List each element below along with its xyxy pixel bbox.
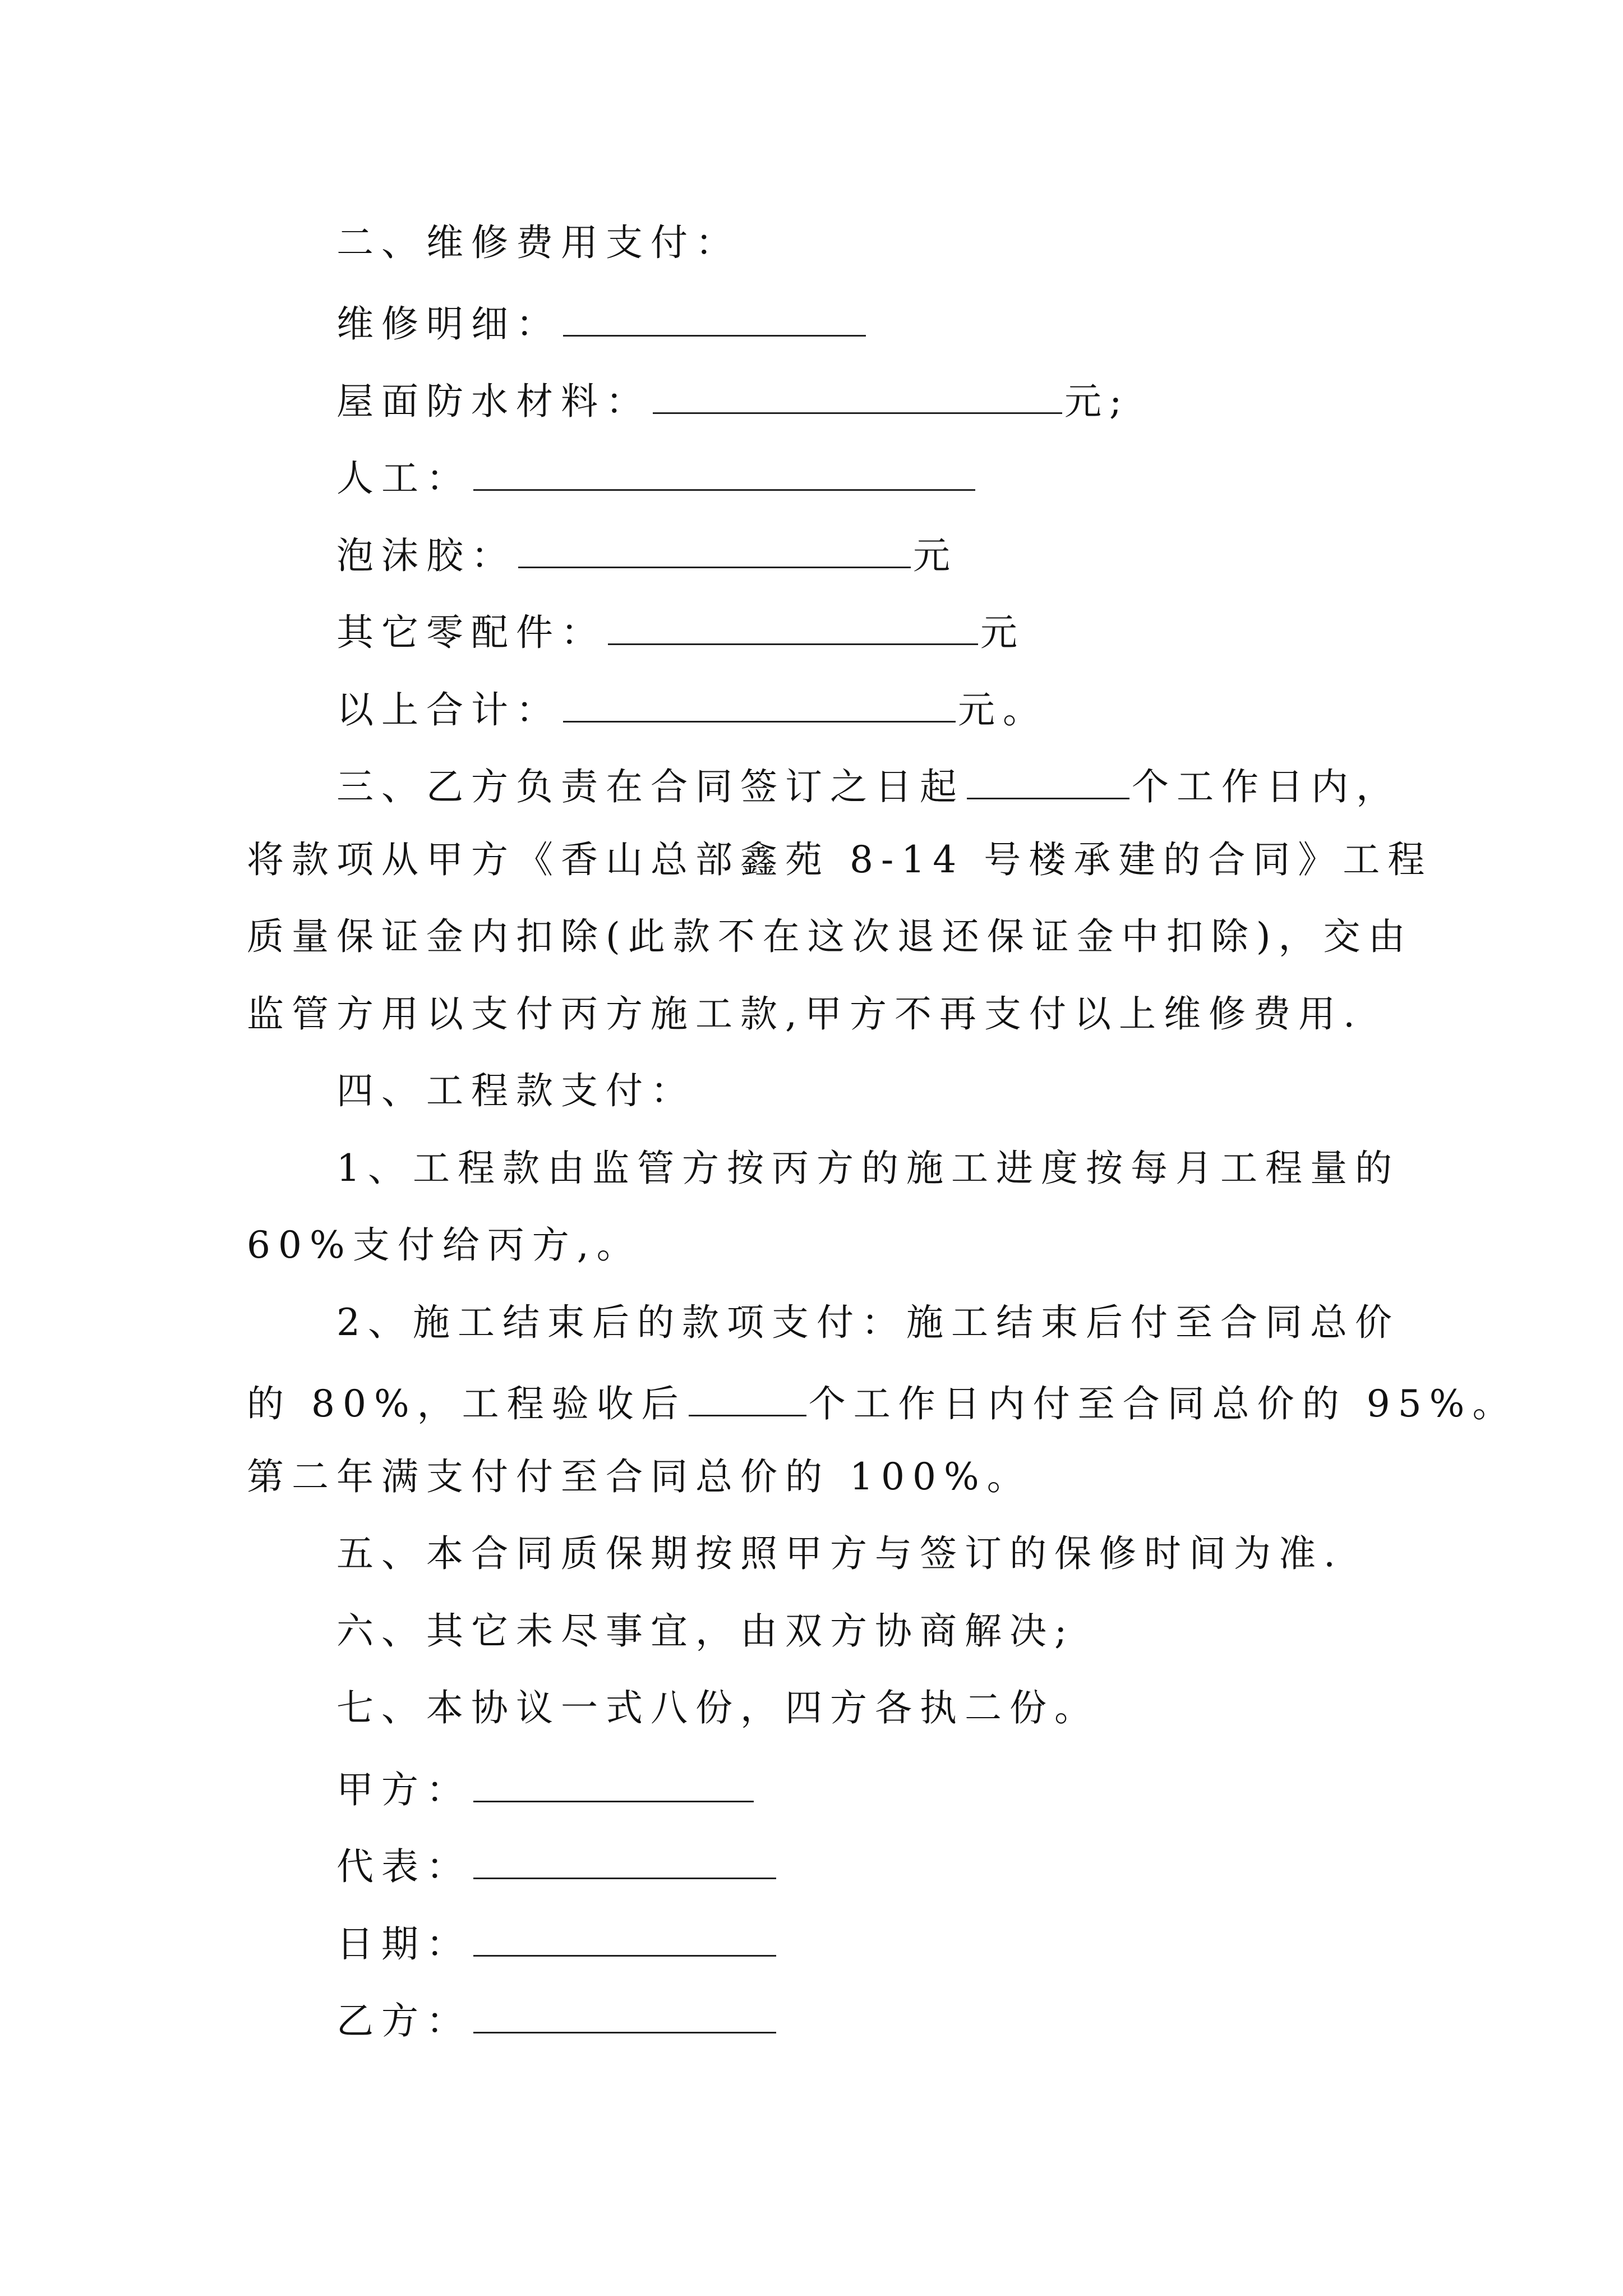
payment-item2-text-b: 个工作日内付至合同总价的 95%。 xyxy=(808,1382,1518,1425)
roof-material-line xyxy=(336,379,1130,423)
roof-material-label: 屋面防水材料： xyxy=(336,380,651,423)
repair-detail-line xyxy=(336,301,868,346)
foam-line xyxy=(336,533,958,577)
payment-item2-line1: 2、施工结束后的款项支付：施工结束后付至合同总价 xyxy=(336,1301,1400,1344)
section5-text: 五、本合同质保期按照甲方与签订的保修时间为准. xyxy=(336,1532,1343,1575)
representative-label: 代表： xyxy=(336,1845,471,1888)
repair-detail-blank[interactable] xyxy=(563,301,866,337)
party-a-line xyxy=(336,1767,756,1809)
parts-unit: 元 xyxy=(980,611,1025,654)
party-b-blank[interactable] xyxy=(473,1998,776,2033)
total-label: 以上合计： xyxy=(336,688,561,731)
section3-text-a: 三、乙方负责在合同签订之日起 xyxy=(336,765,965,808)
payment-item1-line2: 60%支付给丙方,。 xyxy=(247,1223,642,1267)
section2-heading: 二、维修费用支付： xyxy=(336,221,740,264)
labor-blank[interactable] xyxy=(473,455,975,491)
date-blank[interactable] xyxy=(473,1921,776,1957)
total-blank[interactable] xyxy=(563,687,956,723)
roof-material-unit: 元; xyxy=(1064,380,1130,423)
section3-line1 xyxy=(336,764,1401,806)
section3-line4: 监管方用以支付丙方施工款,甲方不再支付以上维修费用. xyxy=(247,992,1363,1036)
workdays-blank[interactable] xyxy=(967,764,1129,799)
section3-line3: 质量保证金内扣除(此款不在这次退还保证金中扣除)，交由 xyxy=(247,915,1413,958)
date-label: 日期： xyxy=(336,1922,471,1966)
labor-label: 人工： xyxy=(336,457,471,500)
representative-line xyxy=(336,1844,778,1888)
parts-label: 其它零配件： xyxy=(336,611,606,654)
section3-text-b: 个工作日内， xyxy=(1132,765,1401,808)
section4-heading: 四、工程款支付： xyxy=(336,1069,695,1112)
payment-item2-text-a: 的 80%，工程验收后 xyxy=(247,1382,686,1425)
party-b-label: 乙方： xyxy=(336,1999,471,2042)
parts-line xyxy=(336,610,1025,654)
party-b-line xyxy=(336,1998,778,2040)
foam-label: 泡沫胶： xyxy=(336,534,516,577)
labor-line xyxy=(336,455,978,500)
date-line xyxy=(336,1921,778,1966)
payment-item2-line2 xyxy=(247,1381,1517,1423)
total-line xyxy=(336,687,1048,729)
payment-item2-line3: 第二年满支付付至合同总价的 100%。 xyxy=(247,1455,1032,1498)
party-a-blank[interactable] xyxy=(473,1767,754,1802)
representative-blank[interactable] xyxy=(473,1844,776,1879)
foam-blank[interactable] xyxy=(518,533,911,568)
foam-unit: 元 xyxy=(913,534,958,577)
total-unit: 元。 xyxy=(958,688,1048,731)
section3-line2: 将款项从甲方《香山总部鑫苑 8-14 号楼承建的合同》工程 xyxy=(247,838,1433,881)
acceptance-days-blank[interactable] xyxy=(689,1381,806,1416)
roof-material-blank[interactable] xyxy=(653,379,1062,414)
section6-text: 六、其它未尽事宜，由双方协商解决; xyxy=(336,1609,1075,1653)
party-a-label: 甲方： xyxy=(336,1768,471,1811)
repair-detail-label: 维修明细： xyxy=(336,302,561,346)
parts-blank[interactable] xyxy=(608,610,978,645)
section7-text: 七、本协议一式八份，四方各执二份。 xyxy=(336,1686,1099,1729)
payment-item1-line1: 1、工程款由监管方按丙方的施工进度按每月工程量的 xyxy=(336,1147,1400,1190)
